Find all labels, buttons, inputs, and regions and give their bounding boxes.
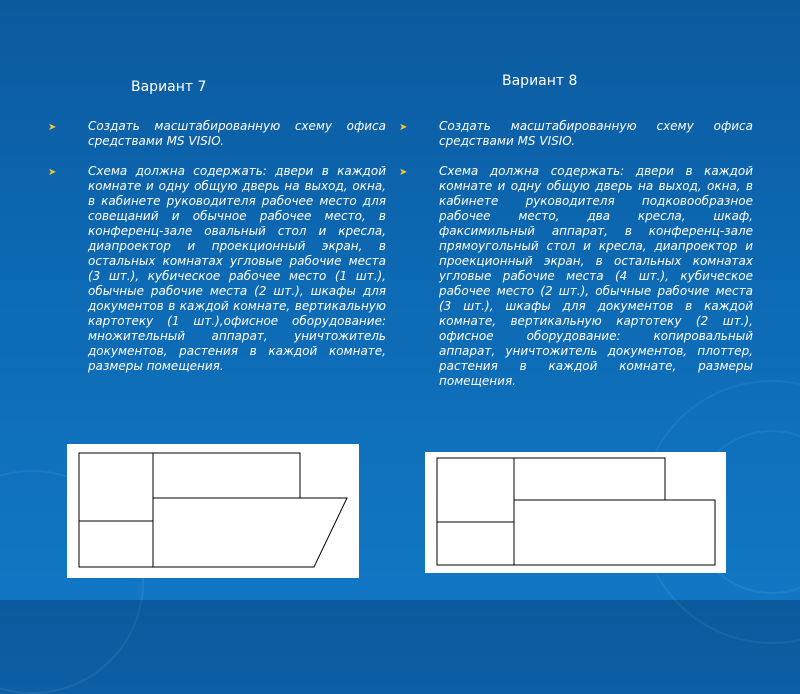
room-outline xyxy=(514,458,665,500)
room-outline xyxy=(437,522,514,565)
list-item xyxy=(399,119,753,149)
bullet-icon: ➤ xyxy=(48,122,57,133)
room-outline xyxy=(153,498,347,567)
floor-plan-drawing xyxy=(67,444,359,578)
bullet-icon: ➤ xyxy=(399,167,408,178)
room-outline xyxy=(79,453,153,521)
floor-plan-drawing xyxy=(425,452,726,573)
bullet-icon: ➤ xyxy=(48,167,57,178)
list-item xyxy=(48,119,386,149)
variant-7-title: Вариант 7 xyxy=(131,79,207,95)
variant-7-text xyxy=(48,119,386,389)
list-item xyxy=(399,164,753,389)
floor-plan-variant-8 xyxy=(425,452,726,573)
bullet-icon: ➤ xyxy=(399,122,408,133)
room-outline xyxy=(514,500,715,565)
list-item-text: Схема должна содержать: двери в каждой комнате и одну общую дверь на выход, окна, в кабинете руководителя рабочее место для совещаний и обычное рабочее место, в конференц-зале овальный стол и кресла, диапроектор и проекционный экран, в остальных комнатах угловые рабочие места (3 шт.), кубическое рабочее место (1 шт.), обычные рабочие места (2 шт.), шкафы для документов в каждой комнате, вертикальную картотеку (1 шт.),офисное оборудование: множительный аппарат, уничтожитель документов, растения в каждой комнате, размеры помещения. xyxy=(88,164,386,373)
list-item xyxy=(48,164,386,374)
room-outline xyxy=(153,453,300,498)
list-item-text: Создать масштабированную схему офиса средствами MS VISIO. xyxy=(439,119,753,148)
variant-8-text xyxy=(399,119,753,404)
list-item-text: Создать масштабированную схему офиса средствами MS VISIO. xyxy=(88,119,386,148)
variant-8-title: Вариант 8 xyxy=(502,73,578,89)
room-outline xyxy=(437,458,514,522)
floor-plan-variant-7 xyxy=(67,444,359,578)
room-outline xyxy=(79,521,153,567)
list-item-text: Схема должна содержать: двери в каждой комнате и одну общую дверь на выход, окна, в кабинете руководителя подковообразное рабочее место, два кресла, шкаф, факсимильный аппарат, в конференц-зале прямоугольный стол и кресла, диапроектор и проекционный экран, в остальных комнатах угловые рабочие места (4 шт.), кубическое рабочее место (2 шт.), обычные рабочие места (3 шт.), шкафы для документов в каждой комнате, вертикальную картотеку (2 шт.), офисное оборудование: копировальный аппарат, уничтожитель документов, плоттер, растения в каждой комнате, размеры помещения. xyxy=(439,164,753,388)
